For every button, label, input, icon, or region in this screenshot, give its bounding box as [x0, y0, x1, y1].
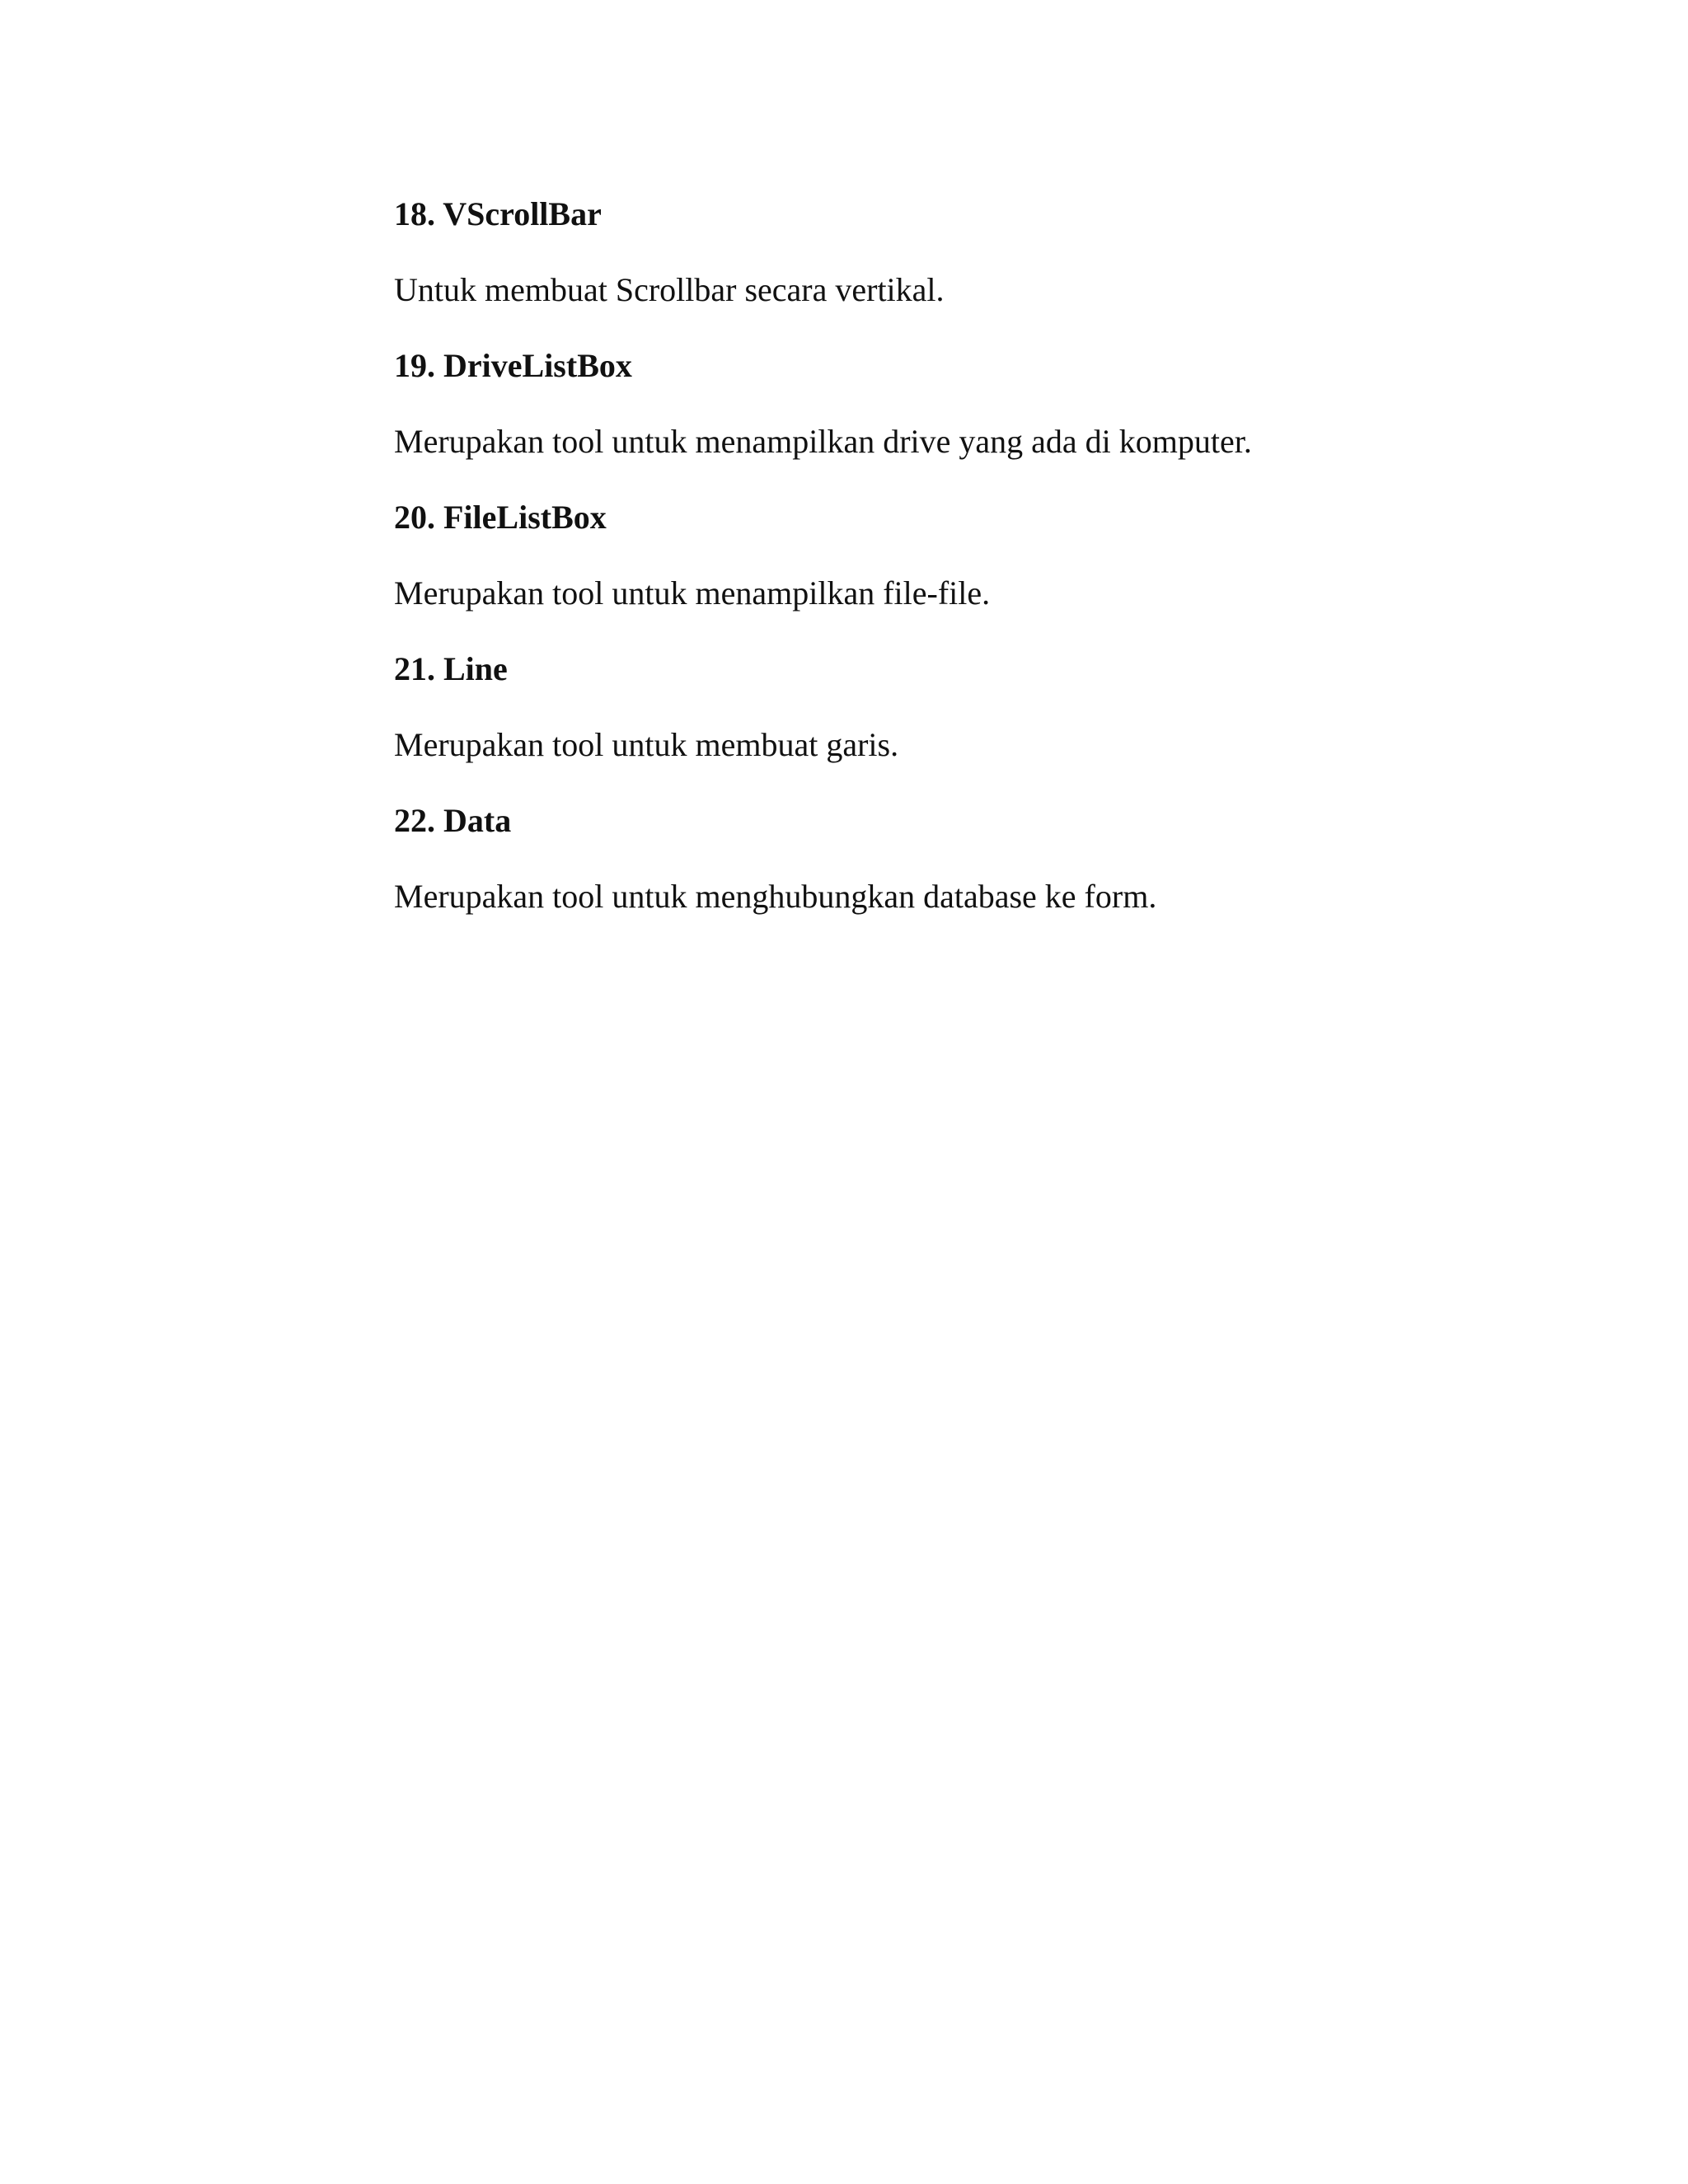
section-description: Merupakan tool untuk menghubungkan database ke form.: [394, 878, 1157, 915]
section-description: Merupakan tool untuk menampilkan drive yang ada di komputer.: [394, 423, 1252, 460]
section-description: Merupakan tool untuk membuat garis.: [394, 726, 899, 763]
section-filelistbox: [394, 493, 1589, 618]
section-heading: 22. Data: [394, 802, 512, 839]
section-line: [394, 644, 1589, 770]
document-content: [394, 190, 1589, 948]
section-heading: 18. VScrollBar: [394, 195, 602, 232]
section-heading: 21. Line: [394, 650, 508, 687]
section-drivelistbox: [394, 341, 1589, 466]
section-description: Untuk membuat Scrollbar secara vertikal.: [394, 271, 945, 308]
section-description: Merupakan tool untuk menampilkan file-file.: [394, 574, 991, 612]
section-vscrollbar: [394, 190, 1589, 315]
section-data: [394, 796, 1589, 921]
section-heading: 19. DriveListBox: [394, 347, 632, 384]
section-heading: 20. FileListBox: [394, 499, 607, 536]
